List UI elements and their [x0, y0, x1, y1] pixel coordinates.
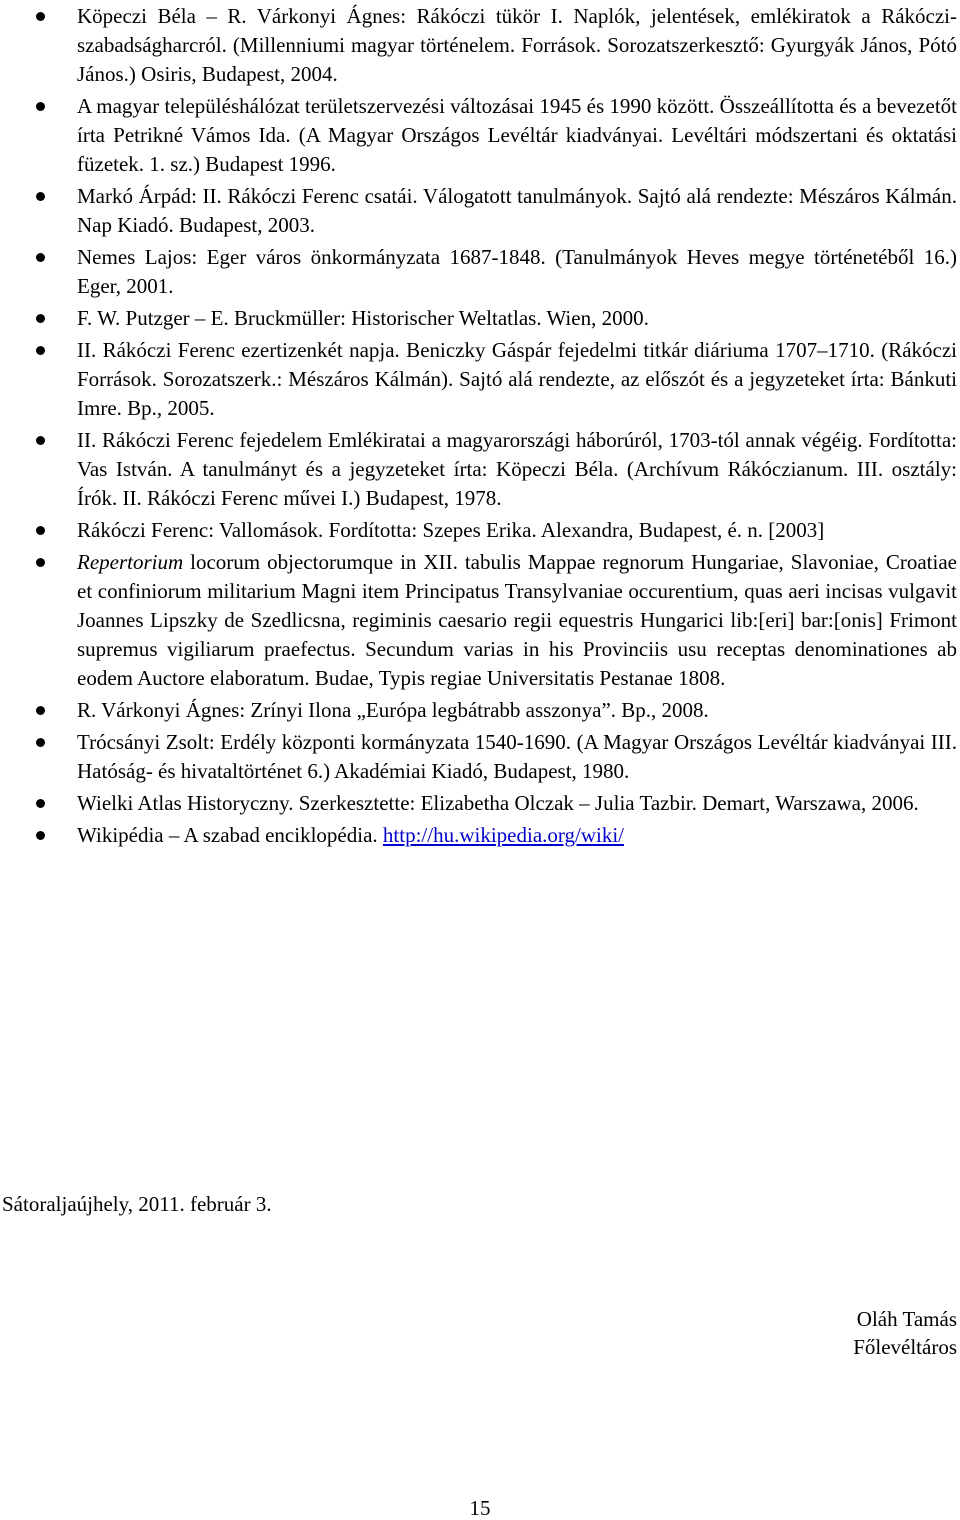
signature-block — [853, 1305, 957, 1361]
list-item — [0, 821, 960, 850]
wikipedia-link[interactable]: http://hu.wikipedia.org/wiki/ — [382, 823, 625, 847]
reference-text: F. W. Putzger – E. Bruckmüller: Historischer Weltatlas. Wien, 2000. — [77, 306, 649, 330]
reference-text: Wikipédia – A szabad enciklopédia. — [77, 823, 383, 847]
reference-italic-title: Repertorium — [77, 550, 184, 574]
bullet-icon — [36, 558, 45, 567]
signature-title: Főlevéltáros — [853, 1335, 957, 1359]
bullet-icon — [36, 253, 45, 262]
list-item — [0, 336, 960, 423]
list-item — [0, 789, 960, 818]
reference-text: II. Rákóczi Ferenc fejedelem Emlékiratai a magyarországi háborúról, 1703-tól annak végéig. Fordította: Vas István. A tanulmányt és a jegyzeteket írta: Köpeczi Béla. (Archívum Rákóczianum. III. osztály: Írók. II. Rákóczi Ferenc művei I.) Budapest, 1978. — [77, 428, 957, 510]
list-item — [0, 182, 960, 240]
list-item — [0, 516, 960, 545]
bullet-icon — [36, 526, 45, 535]
reference-text: Nemes Lajos: Eger város önkormányzata 1687-1848. (Tanulmányok Heves megye történetéből 16.) Eger, 2001. — [77, 245, 957, 298]
reference-text: Trócsányi Zsolt: Erdély központi kormányzata 1540-1690. (A Magyar Országos Levéltár kiadványai III. Hatóság- és hivataltörténet 6.) Akadémiai Kiadó, Budapest, 1980. — [77, 730, 957, 783]
bibliography-list — [0, 2, 960, 853]
list-item — [0, 304, 960, 333]
bullet-icon — [36, 706, 45, 715]
list-item — [0, 2, 960, 89]
list-item — [0, 243, 960, 301]
place-date: Sátoraljaújhely, 2011. február 3. — [2, 1192, 272, 1216]
bullet-icon — [36, 799, 45, 808]
reference-text: A magyar településhálózat területszervezési változásai 1945 és 1990 között. Összeállította és a bevezetőt írta Petrikné Vámos Ida. (A Magyar Országos Levéltár kiadványai. Levéltári módszertani és oktatási füzetek. 1. sz.) Budapest 1996. — [77, 94, 957, 176]
reference-text: R. Várkonyi Ágnes: Zrínyi Ilona „Európa legbátrabb asszonya”. Bp., 2008. — [77, 698, 709, 722]
reference-text: II. Rákóczi Ferenc ezertizenkét napja. Beniczky Gáspár fejedelmi titkár diáriuma 1707–1710. (Rákóczi Források. Sorozatszerk.: Mészáros Kálmán). Sajtó alá rendezte, az előszót és a jegyzeteket írta: Bánkuti Imre. Bp., 2005. — [77, 338, 957, 420]
bullet-icon — [36, 314, 45, 323]
reference-text: Markó Árpád: II. Rákóczi Ferenc csatái. Válogatott tanulmányok. Sajtó alá rendezte: Mészáros Kálmán. Nap Kiadó. Budapest, 2003. — [77, 184, 957, 237]
bullet-icon — [36, 738, 45, 747]
reference-text: locorum objectorumque in XII. tabulis Mappae regnorum Hungariae, Slavoniae, Croatiae et confiniorum militarium Magni item Principatus Transylvaniae occurentium, quas aeri incisas vulgavit Joannes Lipszky de Szedlicsna, regiminis caesario regii equestris Hungarici lib:[eri] bar:[onis] Frimont supremus vigiliarum praefectus. Secundum varias in his Provinciis usu receptas denominationes ab eodem Auctore elaboratum. Budae, Typis regiae Universitatis Pestanae 1808. — [77, 550, 957, 690]
list-item — [0, 92, 960, 179]
bullet-icon — [36, 436, 45, 445]
reference-text: Wielki Atlas Historyczny. Szerkesztette: Elizabetha Olczak – Julia Tazbir. Demart, Warszawa, 2006. — [77, 791, 919, 815]
list-item — [0, 696, 960, 725]
bullet-icon — [36, 346, 45, 355]
list-item — [0, 548, 960, 693]
bullet-icon — [36, 102, 45, 111]
bullet-icon — [36, 192, 45, 201]
signature-name: Oláh Tamás — [856, 1307, 957, 1331]
list-item — [0, 426, 960, 513]
bullet-icon — [36, 12, 45, 21]
page-number: 15 — [469, 1496, 491, 1520]
reference-text: Rákóczi Ferenc: Vallomások. Fordította: Szepes Erika. Alexandra, Budapest, é. n. [2003] — [77, 518, 825, 542]
reference-text: Köpeczi Béla – R. Várkonyi Ágnes: Rákóczi tükör I. Naplók, jelentések, emlékiratok a Rákóczi-szabadságharcról. (Millenniumi magyar történelem. Források. Sorozatszerkesztő: Gyurgyák János, Pótó János.) Osiris, Budapest, 2004. — [77, 4, 957, 86]
list-item — [0, 728, 960, 786]
bullet-icon — [36, 831, 45, 840]
